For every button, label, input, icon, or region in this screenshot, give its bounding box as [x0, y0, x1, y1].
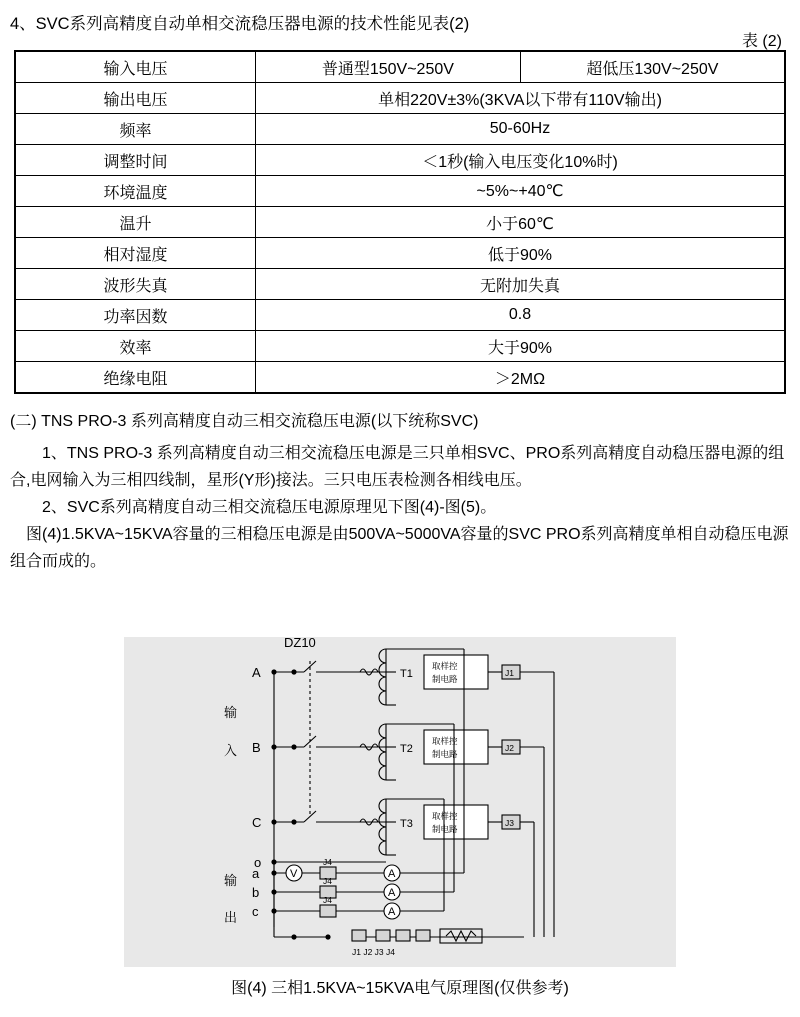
row-label: 波形失真 — [15, 269, 256, 300]
label-legend: J1 J2 J3 J4 — [352, 947, 395, 957]
figure-caption: 图(4) 三相1.5KVA~15KVA电气原理图(仅供参考) — [231, 980, 569, 997]
label-j4-c: J4 — [323, 895, 332, 905]
row-value: 大于90% — [256, 331, 786, 362]
row-value: ＜1秒(输入电压变化10%时) — [256, 145, 786, 176]
label-j2: J2 — [505, 743, 514, 753]
row-value: 低于90% — [256, 238, 786, 269]
label-out-c: c — [252, 904, 259, 919]
row-label: 环境温度 — [15, 176, 256, 207]
table-row — [15, 269, 785, 300]
label-ammeter-a: A — [388, 868, 396, 880]
body-paragraphs — [10, 440, 792, 575]
row-value: 50-60Hz — [256, 114, 786, 145]
table-row — [15, 114, 785, 145]
row-label: 输出电压 — [15, 83, 256, 114]
table-row — [15, 207, 785, 238]
row-value: 单相220V±3%(3KVA以下带有110V输出) — [256, 83, 786, 114]
label-out-a: a — [252, 866, 260, 881]
table-row — [15, 362, 785, 394]
table-row — [15, 331, 785, 362]
table-row — [15, 300, 785, 331]
row-label: 相对湿度 — [15, 238, 256, 269]
label-ctrl1-line1: 取样控 — [432, 661, 458, 671]
label-breaker: DZ10 — [284, 637, 316, 650]
label-j1: J1 — [505, 668, 514, 678]
label-ctrl3-line2: 制电路 — [432, 824, 458, 834]
label-output-1: 输 — [224, 873, 238, 888]
figure-schematic — [124, 637, 676, 967]
row-value: ~5%~+40℃ — [256, 176, 786, 207]
label-ctrl1-line2: 制电路 — [432, 674, 458, 684]
row-value: 小于60℃ — [256, 207, 786, 238]
label-input-2: 入 — [224, 743, 238, 758]
label-j4-a: J4 — [323, 857, 332, 867]
row-label: 效率 — [15, 331, 256, 362]
spec-table-body — [15, 51, 785, 393]
paragraph-1: 1、TNS PRO-3 系列高精度自动三相交流稳压电源是三只单相SVC、PRO系列高精度自动稳压器电源的组合,电网输入为三相四线制，星形(Y形)接法。三只电压表检测各相线电压。 — [10, 445, 785, 489]
label-phase-a: A — [252, 665, 261, 680]
subsection-heading: (二) TNS PRO-3 系列高精度自动三相交流稳压电源(以下统称SVC) — [10, 413, 479, 430]
label-ammeter-c: A — [388, 906, 396, 918]
label-neutral: o — [254, 855, 262, 870]
row-label: 频率 — [15, 114, 256, 145]
label-input-1: 输 — [224, 705, 238, 720]
label-output-2: 出 — [224, 910, 238, 925]
row-label: 功率因数 — [15, 300, 256, 331]
label-ctrl2-line2: 制电路 — [432, 749, 458, 759]
paragraph-2: 2、SVC系列高精度自动三相交流稳压电源原理见下图(4)-图(5)。 — [42, 499, 497, 516]
row-value: 0.8 — [256, 300, 786, 331]
label-j4-b: J4 — [323, 876, 332, 886]
label-phase-b: B — [252, 740, 261, 755]
row-value: 无附加失真 — [256, 269, 786, 300]
table-caption: 表 (2) — [741, 33, 782, 50]
label-j3: J3 — [505, 818, 514, 828]
section-heading: 4、SVC系列高精度自动单相交流稳压器电源的技术性能见表(2) — [10, 15, 470, 33]
row-value: ＞2MΩ — [256, 362, 786, 394]
label-ctrl2-line1: 取样控 — [432, 736, 458, 746]
row-label: 绝缘电阻 — [15, 362, 256, 394]
label-voltmeter: V — [290, 868, 298, 880]
paragraph-3: 图(4)1.5KVA~15KVA容量的三相稳压电源是由500VA~5000VA容量的SVC PRO系列高精度单相自动稳压电源组合而成的。 — [10, 526, 789, 570]
label-t3: T3 — [400, 818, 413, 830]
row-label: 输入电压 — [15, 51, 256, 83]
table-row — [15, 51, 785, 83]
row-label: 调整时间 — [15, 145, 256, 176]
label-t2: T2 — [400, 743, 413, 755]
label-t1: T1 — [400, 668, 413, 680]
schematic-svg — [124, 637, 676, 967]
label-out-b: b — [252, 885, 260, 900]
table-row — [15, 176, 785, 207]
label-ammeter-b: A — [388, 887, 396, 899]
row-value-a: 普通型150V~250V — [256, 51, 521, 83]
table-row — [15, 145, 785, 176]
row-value-b: 超低压130V~250V — [520, 51, 785, 83]
label-phase-c: C — [252, 815, 262, 830]
table-row — [15, 238, 785, 269]
spec-table — [14, 50, 786, 394]
label-ctrl3-line1: 取样控 — [432, 811, 458, 821]
row-label: 温升 — [15, 207, 256, 238]
table-row — [15, 83, 785, 114]
